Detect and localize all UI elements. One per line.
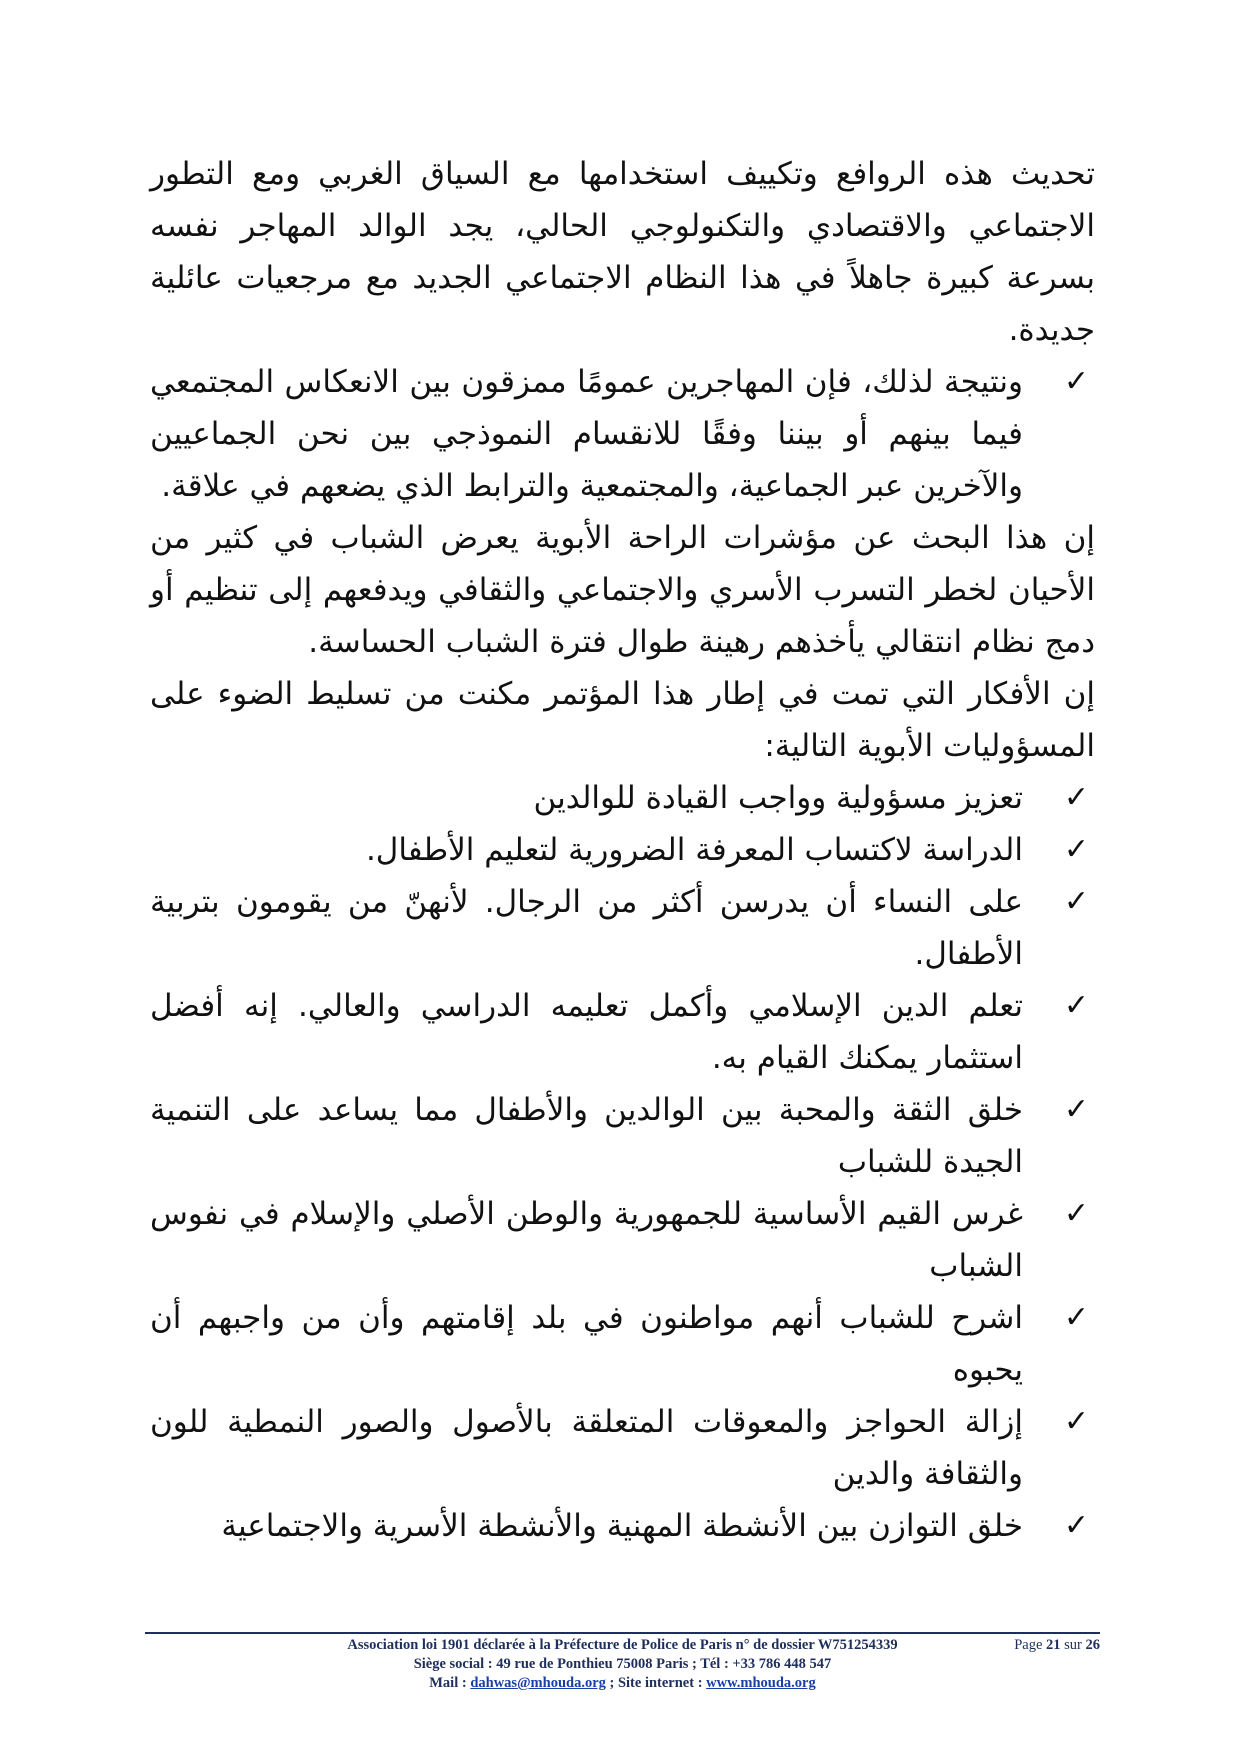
list-item (150, 1500, 1095, 1552)
paragraph-intro: تحديث هذه الروافع وتكييف استخدامها مع السياق الغربي ومع التطور الاجتماعي والاقتصادي والتكنولوجي الحالي، يجد الوالد المهاجر نفسه بسرعة كبيرة جاهلاً في هذا النظام الاجتماعي الجديد مع مرجعيات عائلية جديدة. (150, 156, 1095, 348)
association-text: Association loi 1901 déclarée à la Préfecture de Police de Paris n° de dossier W751254339 (347, 1637, 898, 1653)
list-item-text: ونتيجة لذلك، فإن المهاجرين عمومًا ممزقون بين الانعكاس المجتمعي فيما بينهم أو بيننا وفقًا للانقسام النموذجي بين نحن الجماعيين والآخرين عبر الجماعية، والمجتمعية والترابط الذي يضعهم في علاقة. (150, 364, 1023, 504)
checkmark-icon: ✓ (1063, 364, 1089, 399)
mail-label: Mail : (429, 1675, 467, 1691)
page-body (150, 148, 1095, 1552)
website-link[interactable]: www.mhouda.org (706, 1675, 816, 1691)
page-sep: sur (1064, 1637, 1082, 1653)
list-item-text: اشرح للشباب أنهم مواطنون في بلد إقامتهم وأن من واجبهم أن يحبوه (150, 1300, 1023, 1388)
list-item (150, 1396, 1095, 1500)
paragraph-conference: إن الأفكار التي تمت في إطار هذا المؤتمر مكنت من تسليط الضوء على المسؤوليات الأبوية التالية: (150, 676, 1095, 764)
checkmark-icon: ✓ (1063, 988, 1089, 1023)
paragraph-research: إن هذا البحث عن مؤشرات الراحة الأبوية يعرض الشباب في كثير من الأحيان لخطر التسرب الأسري والاجتماعي والثقافي ويدفعهم إلى تنظيم أو دمج نظام انتقالي يأخذهم رهينة طوال فترة الشباب الحساسة. (150, 520, 1095, 660)
list-item-text: إزالة الحواجز والمعوقات المتعلقة بالأصول والصور النمطية للون والثقافة والدين (150, 1404, 1023, 1492)
email-link[interactable]: dahwas@mhouda.org (470, 1675, 606, 1691)
checkmark-icon: ✓ (1063, 1404, 1089, 1439)
footer-divider (145, 1632, 1100, 1634)
checkmark-icon: ✓ (1063, 1092, 1089, 1127)
checkmark-icon: ✓ (1063, 832, 1089, 867)
footer-line-contact (145, 1674, 1100, 1693)
list-item-text: الدراسة لاكتساب المعرفة الضرورية لتعليم الأطفال. (365, 832, 1023, 868)
page-total: 26 (1085, 1637, 1100, 1653)
list-item (150, 772, 1095, 824)
list-item-text: خلق الثقة والمحبة بين الوالدين والأطفال مما يساعد على التنمية الجيدة للشباب (150, 1092, 1023, 1180)
list-item-text: غرس القيم الأساسية للجمهورية والوطن الأصلي والإسلام في نفوس الشباب (150, 1196, 1023, 1284)
checkmark-icon: ✓ (1063, 1300, 1089, 1335)
list-item-text: تعلم الدين الإسلامي وأكمل تعليمه الدراسي والعالي. إنه أفضل استثمار يمكنك القيام به. (150, 988, 1023, 1076)
list-item (150, 824, 1095, 876)
bullet-list-responsibilities (150, 772, 1095, 1552)
footer-line-association (145, 1636, 1100, 1655)
list-item (150, 980, 1095, 1084)
list-item-text: تعزيز مسؤولية وواجب القيادة للوالدين (533, 780, 1023, 816)
list-item (150, 1084, 1095, 1188)
list-item (150, 356, 1095, 512)
checkmark-icon: ✓ (1063, 780, 1089, 815)
list-item (150, 1292, 1095, 1396)
page-current: 21 (1046, 1637, 1061, 1653)
bullet-list-migrants (150, 356, 1095, 512)
list-item-text: خلق التوازن بين الأنشطة المهنية والأنشطة الأسرية والاجتماعية (221, 1508, 1023, 1544)
site-label: ; Site internet : (609, 1675, 703, 1691)
page-footer (145, 1636, 1100, 1693)
checkmark-icon: ✓ (1063, 884, 1089, 919)
list-item-text: على النساء أن يدرسن أكثر من الرجال. لأنهنّ من يقومون بتربية الأطفال. (150, 884, 1023, 972)
footer-line-address: Siège social : 49 rue de Ponthieu 75008 Paris ; Tél : +33 786 448 547 (413, 1656, 832, 1672)
list-item (150, 1188, 1095, 1292)
checkmark-icon: ✓ (1063, 1508, 1089, 1543)
page-label: Page (1014, 1637, 1043, 1653)
list-item (150, 876, 1095, 980)
checkmark-icon: ✓ (1063, 1196, 1089, 1231)
page-number (1014, 1636, 1100, 1655)
